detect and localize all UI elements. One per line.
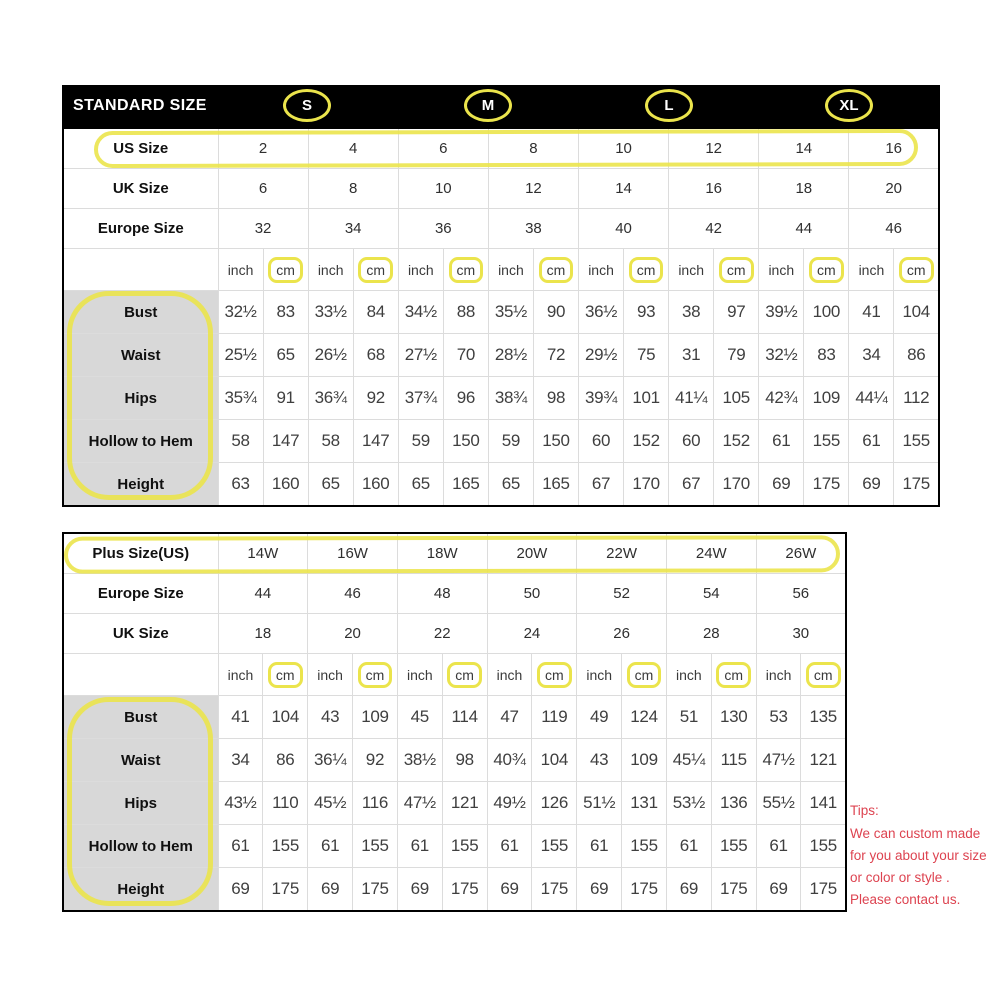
size-value: 52 <box>577 574 667 614</box>
measurement-value: 59 <box>488 420 533 463</box>
size-value: 42 <box>669 209 759 249</box>
size-value: 16 <box>849 128 939 169</box>
measurement-value: 69 <box>756 868 801 912</box>
size-value: 12 <box>669 128 759 169</box>
measurement-value: 36¾ <box>308 377 353 420</box>
tips-note <box>850 800 1000 911</box>
measurement-value: 43 <box>577 739 622 782</box>
measurement-value: 49 <box>577 696 622 739</box>
unit-inch-label: inch <box>488 249 533 291</box>
size-value: 16W <box>308 533 398 574</box>
size-value: 16 <box>669 169 759 209</box>
unit-cm-cell <box>622 654 667 696</box>
size-value: 34 <box>308 209 398 249</box>
unit-inch-label: inch <box>487 654 532 696</box>
measurement-value: 155 <box>711 825 756 868</box>
measurement-value: 165 <box>533 463 578 507</box>
measurement-value: 70 <box>443 334 488 377</box>
unit-cm-highlight: cm <box>627 662 662 688</box>
table-row <box>63 249 939 291</box>
measurement-value: 29½ <box>579 334 624 377</box>
standard-size-header-bar <box>62 85 940 127</box>
table-row <box>63 334 939 377</box>
measurement-value: 40¾ <box>487 739 532 782</box>
tips-line: We can custom made <box>850 826 981 841</box>
size-value: 36 <box>398 209 488 249</box>
measurement-value: 36¼ <box>308 739 353 782</box>
measurement-value: 41 <box>218 696 263 739</box>
measurement-value: 104 <box>263 696 308 739</box>
unit-cm-cell <box>442 654 487 696</box>
unit-cm-highlight: cm <box>716 662 751 688</box>
measurement-value: 63 <box>218 463 263 507</box>
size-value: 18W <box>397 533 487 574</box>
unit-inch-label: inch <box>398 249 443 291</box>
measurement-value: 83 <box>263 291 308 334</box>
measurement-value: 34 <box>849 334 894 377</box>
measurement-value: 126 <box>532 782 577 825</box>
size-value: 26 <box>577 614 667 654</box>
measurement-value: 98 <box>533 377 578 420</box>
measurement-value: 28½ <box>488 334 533 377</box>
row-label: Plus Size(US) <box>63 533 218 574</box>
table-row <box>63 739 846 782</box>
measurement-value: 68 <box>353 334 398 377</box>
size-value: 14 <box>759 128 849 169</box>
measurement-value: 61 <box>577 825 622 868</box>
table-row <box>63 533 846 574</box>
measurement-value: 35½ <box>488 291 533 334</box>
standard-size-grid <box>62 127 940 507</box>
unit-cm-highlight: cm <box>358 257 393 283</box>
measurement-value: 155 <box>532 825 577 868</box>
unit-cm-cell <box>894 249 939 291</box>
row-label: Europe Size <box>63 574 218 614</box>
measurement-value: 59 <box>398 420 443 463</box>
measurement-label: Waist <box>63 334 218 377</box>
measurement-value: 175 <box>353 868 398 912</box>
unit-inch-label: inch <box>577 654 622 696</box>
size-value: 46 <box>308 574 398 614</box>
measurement-value: 86 <box>263 739 308 782</box>
unit-cm-highlight: cm <box>539 257 574 283</box>
measurement-value: 38 <box>669 291 714 334</box>
measurement-value: 175 <box>622 868 667 912</box>
measurement-value: 45 <box>397 696 442 739</box>
size-value: 20 <box>849 169 939 209</box>
unit-cm-cell <box>801 654 846 696</box>
measurement-value: 41¼ <box>669 377 714 420</box>
table-row <box>63 782 846 825</box>
measurement-value: 58 <box>308 420 353 463</box>
measurement-value: 43 <box>308 696 353 739</box>
measurement-label: Hollow to Hem <box>63 825 218 868</box>
measurement-value: 150 <box>443 420 488 463</box>
measurement-value: 92 <box>353 739 398 782</box>
table-row <box>63 574 846 614</box>
measurement-value: 130 <box>711 696 756 739</box>
measurement-value: 61 <box>308 825 353 868</box>
size-value: 50 <box>487 574 577 614</box>
measurement-value: 100 <box>804 291 849 334</box>
measurement-value: 88 <box>443 291 488 334</box>
size-value: 6 <box>398 128 488 169</box>
measurement-value: 69 <box>759 463 804 507</box>
measurement-value: 61 <box>487 825 532 868</box>
measurement-value: 152 <box>624 420 669 463</box>
plus-size-grid <box>62 532 847 912</box>
size-value: 46 <box>849 209 939 249</box>
unit-inch-label: inch <box>669 249 714 291</box>
measurement-value: 104 <box>894 291 939 334</box>
measurement-value: 51½ <box>577 782 622 825</box>
size-value: 18 <box>759 169 849 209</box>
unit-cm-highlight: cm <box>719 257 754 283</box>
unit-inch-label: inch <box>756 654 801 696</box>
size-m-highlight-oval <box>464 89 512 122</box>
unit-cm-cell <box>263 249 308 291</box>
row-label: Europe Size <box>63 209 218 249</box>
size-value: 20W <box>487 533 577 574</box>
measurement-value: 58 <box>218 420 263 463</box>
measurement-label: Bust <box>63 291 218 334</box>
measurement-label: Hollow to Hem <box>63 420 218 463</box>
measurement-value: 91 <box>263 377 308 420</box>
unit-cm-highlight: cm <box>268 662 303 688</box>
table-row <box>63 377 939 420</box>
size-value: 12 <box>488 169 578 209</box>
unit-cm-cell <box>804 249 849 291</box>
measurement-value: 92 <box>353 377 398 420</box>
table-row <box>63 128 939 169</box>
size-value: 54 <box>666 574 756 614</box>
measurement-value: 124 <box>622 696 667 739</box>
plus-size-table <box>62 532 847 912</box>
measurement-value: 150 <box>533 420 578 463</box>
unit-cm-highlight: cm <box>629 257 664 283</box>
size-value: 20 <box>308 614 398 654</box>
measurement-value: 61 <box>666 825 711 868</box>
measurement-label: Hips <box>63 782 218 825</box>
size-value: 24W <box>666 533 756 574</box>
measurement-value: 155 <box>263 825 308 868</box>
measurement-value: 86 <box>894 334 939 377</box>
measurement-value: 37¾ <box>398 377 443 420</box>
measurement-value: 147 <box>353 420 398 463</box>
measurement-value: 65 <box>488 463 533 507</box>
measurement-value: 97 <box>714 291 759 334</box>
measurement-value: 170 <box>714 463 759 507</box>
measurement-value: 116 <box>353 782 398 825</box>
units-row-spacer <box>63 654 218 696</box>
tips-line: for you about your size <box>850 848 987 863</box>
measurement-value: 34½ <box>398 291 443 334</box>
measurement-value: 39¾ <box>579 377 624 420</box>
measurement-value: 147 <box>263 420 308 463</box>
measurement-value: 32½ <box>218 291 263 334</box>
unit-cm-cell <box>353 654 398 696</box>
measurement-value: 165 <box>443 463 488 507</box>
measurement-value: 114 <box>442 696 487 739</box>
measurement-value: 101 <box>624 377 669 420</box>
measurement-value: 55½ <box>756 782 801 825</box>
measurement-value: 121 <box>442 782 487 825</box>
size-value: 30 <box>756 614 846 654</box>
size-value: 2 <box>218 128 308 169</box>
measurement-label: Waist <box>63 739 218 782</box>
measurement-value: 44¼ <box>849 377 894 420</box>
measurement-value: 135 <box>801 696 846 739</box>
measurement-value: 39½ <box>759 291 804 334</box>
row-label: UK Size <box>63 614 218 654</box>
unit-inch-label: inch <box>759 249 804 291</box>
unit-cm-cell <box>711 654 756 696</box>
measurement-label: Height <box>63 463 218 507</box>
measurement-value: 42¾ <box>759 377 804 420</box>
unit-inch-label: inch <box>308 249 353 291</box>
measurement-value: 32½ <box>759 334 804 377</box>
size-value: 56 <box>756 574 846 614</box>
standard-size-table <box>62 85 940 507</box>
unit-inch-label: inch <box>397 654 442 696</box>
measurement-value: 49½ <box>487 782 532 825</box>
unit-cm-highlight: cm <box>268 257 303 283</box>
measurement-label: Height <box>63 868 218 912</box>
measurement-value: 98 <box>442 739 487 782</box>
unit-cm-cell <box>714 249 759 291</box>
measurement-label: Hips <box>63 377 218 420</box>
table-row <box>63 209 939 249</box>
tips-line: or color or style . <box>850 870 950 885</box>
unit-cm-highlight: cm <box>899 257 934 283</box>
measurement-value: 69 <box>487 868 532 912</box>
unit-cm-cell <box>533 249 578 291</box>
row-label: US Size <box>63 128 218 169</box>
measurement-value: 47½ <box>397 782 442 825</box>
unit-cm-highlight: cm <box>809 257 844 283</box>
measurement-value: 38¾ <box>488 377 533 420</box>
measurement-value: 47½ <box>756 739 801 782</box>
measurement-value: 79 <box>714 334 759 377</box>
measurement-value: 41 <box>849 291 894 334</box>
row-label: UK Size <box>63 169 218 209</box>
table-row <box>63 614 846 654</box>
unit-cm-highlight: cm <box>806 662 841 688</box>
measurement-value: 65 <box>263 334 308 377</box>
unit-inch-label: inch <box>308 654 353 696</box>
measurement-value: 170 <box>624 463 669 507</box>
size-m-label: M <box>481 97 495 114</box>
measurement-value: 69 <box>397 868 442 912</box>
tips-title: Tips: <box>850 803 879 818</box>
measurement-value: 25½ <box>218 334 263 377</box>
units-row-spacer <box>63 249 218 291</box>
measurement-value: 72 <box>533 334 578 377</box>
unit-cm-highlight: cm <box>358 662 393 688</box>
unit-cm-highlight: cm <box>537 662 572 688</box>
measurement-value: 109 <box>622 739 667 782</box>
measurement-value: 104 <box>532 739 577 782</box>
measurement-value: 119 <box>532 696 577 739</box>
size-value: 18 <box>218 614 308 654</box>
size-value: 8 <box>488 128 578 169</box>
unit-inch-label: inch <box>666 654 711 696</box>
measurement-value: 61 <box>397 825 442 868</box>
measurement-value: 175 <box>894 463 939 507</box>
size-value: 26W <box>756 533 846 574</box>
size-value: 24 <box>487 614 577 654</box>
measurement-value: 65 <box>398 463 443 507</box>
unit-inch-label: inch <box>218 249 263 291</box>
measurement-value: 27½ <box>398 334 443 377</box>
measurement-value: 152 <box>714 420 759 463</box>
size-xl-highlight-oval <box>825 89 873 122</box>
size-value: 48 <box>397 574 487 614</box>
measurement-value: 121 <box>801 739 846 782</box>
measurement-value: 51 <box>666 696 711 739</box>
measurement-value: 141 <box>801 782 846 825</box>
measurement-value: 175 <box>711 868 756 912</box>
table-row <box>63 291 939 334</box>
size-value: 10 <box>579 128 669 169</box>
measurement-value: 65 <box>308 463 353 507</box>
size-s-label: S <box>301 97 312 114</box>
measurement-value: 83 <box>804 334 849 377</box>
measurement-value: 155 <box>804 420 849 463</box>
measurement-value: 175 <box>263 868 308 912</box>
measurement-value: 69 <box>666 868 711 912</box>
measurement-label: Bust <box>63 696 218 739</box>
measurement-value: 61 <box>218 825 263 868</box>
size-l-label: L <box>664 97 674 114</box>
measurement-value: 61 <box>759 420 804 463</box>
measurement-value: 155 <box>622 825 667 868</box>
measurement-value: 69 <box>218 868 263 912</box>
measurement-value: 35¾ <box>218 377 263 420</box>
measurement-value: 109 <box>804 377 849 420</box>
measurement-value: 26½ <box>308 334 353 377</box>
unit-inch-label: inch <box>218 654 263 696</box>
measurement-value: 160 <box>263 463 308 507</box>
measurement-value: 75 <box>624 334 669 377</box>
size-value: 40 <box>579 209 669 249</box>
size-value: 38 <box>488 209 578 249</box>
size-xl-label: XL <box>839 97 859 114</box>
size-value: 28 <box>666 614 756 654</box>
measurement-value: 69 <box>577 868 622 912</box>
measurement-value: 175 <box>442 868 487 912</box>
measurement-value: 61 <box>756 825 801 868</box>
measurement-value: 61 <box>849 420 894 463</box>
table-row <box>63 420 939 463</box>
size-value: 4 <box>308 128 398 169</box>
size-value: 44 <box>218 574 308 614</box>
size-value: 22W <box>577 533 667 574</box>
table-row <box>63 696 846 739</box>
unit-cm-cell <box>624 249 669 291</box>
size-value: 14W <box>218 533 308 574</box>
table-row <box>63 825 846 868</box>
size-value: 6 <box>218 169 308 209</box>
tips-line: Please contact us. <box>850 892 961 907</box>
unit-cm-highlight: cm <box>449 257 484 283</box>
measurement-value: 93 <box>624 291 669 334</box>
measurement-value: 175 <box>532 868 577 912</box>
measurement-value: 38½ <box>397 739 442 782</box>
measurement-value: 160 <box>353 463 398 507</box>
measurement-value: 112 <box>894 377 939 420</box>
table-row <box>63 169 939 209</box>
measurement-value: 155 <box>801 825 846 868</box>
size-l-highlight-oval <box>645 89 693 122</box>
measurement-value: 69 <box>849 463 894 507</box>
table-row <box>63 654 846 696</box>
table-row <box>63 868 846 912</box>
measurement-value: 45½ <box>308 782 353 825</box>
measurement-value: 53½ <box>666 782 711 825</box>
measurement-value: 45¼ <box>666 739 711 782</box>
measurement-value: 109 <box>353 696 398 739</box>
measurement-value: 136 <box>711 782 756 825</box>
size-value: 22 <box>397 614 487 654</box>
size-value: 32 <box>218 209 308 249</box>
size-value: 10 <box>398 169 488 209</box>
measurement-value: 36½ <box>579 291 624 334</box>
size-s-highlight-oval <box>283 89 331 122</box>
measurement-value: 96 <box>443 377 488 420</box>
measurement-value: 155 <box>894 420 939 463</box>
measurement-value: 84 <box>353 291 398 334</box>
measurement-value: 67 <box>669 463 714 507</box>
measurement-value: 131 <box>622 782 667 825</box>
size-value: 14 <box>579 169 669 209</box>
measurement-value: 43½ <box>218 782 263 825</box>
measurement-value: 34 <box>218 739 263 782</box>
measurement-value: 175 <box>804 463 849 507</box>
measurement-value: 69 <box>308 868 353 912</box>
unit-cm-cell <box>443 249 488 291</box>
measurement-value: 110 <box>263 782 308 825</box>
measurement-value: 60 <box>669 420 714 463</box>
measurement-value: 31 <box>669 334 714 377</box>
measurement-value: 33½ <box>308 291 353 334</box>
measurement-value: 67 <box>579 463 624 507</box>
size-value: 44 <box>759 209 849 249</box>
measurement-value: 90 <box>533 291 578 334</box>
measurement-value: 155 <box>442 825 487 868</box>
measurement-value: 47 <box>487 696 532 739</box>
unit-cm-cell <box>263 654 308 696</box>
unit-cm-cell <box>532 654 577 696</box>
standard-size-title: STANDARD SIZE <box>73 97 207 114</box>
unit-cm-cell <box>353 249 398 291</box>
measurement-value: 105 <box>714 377 759 420</box>
measurement-value: 175 <box>801 868 846 912</box>
measurement-value: 53 <box>756 696 801 739</box>
unit-inch-label: inch <box>849 249 894 291</box>
measurement-value: 60 <box>579 420 624 463</box>
unit-cm-highlight: cm <box>447 662 482 688</box>
measurement-value: 115 <box>711 739 756 782</box>
table-row <box>63 463 939 507</box>
size-value: 8 <box>308 169 398 209</box>
measurement-value: 155 <box>353 825 398 868</box>
unit-inch-label: inch <box>579 249 624 291</box>
